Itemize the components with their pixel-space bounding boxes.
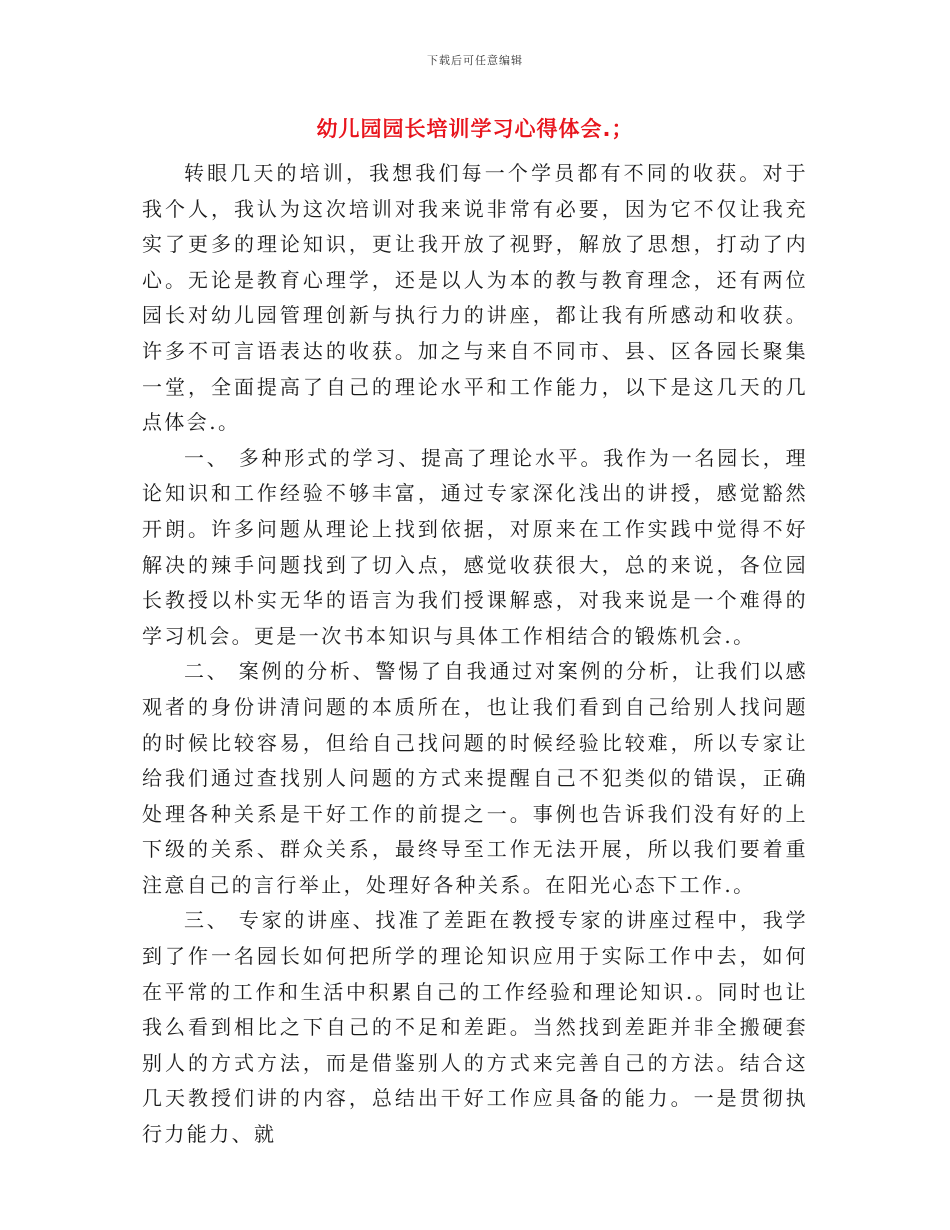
document-body bbox=[142, 156, 808, 1153]
paragraph-point-one: 一、 多种形式的学习、提高了理论水平。我作为一名园长，理论知识和工作经验不够丰富，通过专家深化浅出的讲授，感觉豁然开朗。许多问题从理论上找到依据，对原来在工作实践中觉得不好解决的辣手问题找到了切入点，感觉收获很大，总的来说，各位园长教授以朴实无华的语言为我们授课解惑，对我来说是一个难得的学习机会。更是一次书本知识与具体工作相结合的锻炼机会.。 bbox=[142, 445, 808, 648]
header-note: 下载后可任意编辑 bbox=[427, 54, 523, 67]
paragraph-point-three: 三、 专家的讲座、找准了差距在教授专家的讲座过程中，我学到了作一名园长如何把所学的理论知识应用于实际工作中去，如何在平常的工作和生活中积累自己的工作经验和理论知识.。同时也让我么看到相比之下自己的不足和差距。当然找到差距并非全搬硬套别人的方式方法，而是借鉴别人的方式来完善自己的方法。结合这几天教授们讲的内容，总结出干好工作应具备的能力。一是贯彻执行力能力、就 bbox=[142, 908, 808, 1147]
paragraph-point-two: 二、 案例的分析、警惕了自我通过对案例的分析，让我们以感观者的身份讲清问题的本质所在，也让我们看到自己给别人找问题的时候比较容易，但给自己找问题的时候经验比较难，所以专家让给我们通过查找别人问题的方式来提醒自己不犯类似的错误，正确处理各种关系是干好工作的前提之一。事例也告诉我们没有好的上下级的关系、群众关系，最终导至工作无法开展，所以我们要着重注意自己的言行举止，处理好各种关系。在阳光心态下工作.。 bbox=[142, 659, 808, 897]
document-title: 幼儿园园长培训学习心得体会.； bbox=[316, 117, 634, 141]
paragraph-intro: 转眼几天的培训，我想我们每一个学员都有不同的收获。对于我个人，我认为这次培训对我来说非常有必要，因为它不仅让我充实了更多的理论知识，更让我开放了视野，解放了思想，打动了内心。无论是教育心理学，还是以人为本的教与教育理念，还有两位园长对幼儿园管理创新与执行力的讲座，都让我有所感动和收获。许多不可言语表达的收获。加之与来自不同市、县、区各园长聚集一堂，全面提高了自己的理论水平和工作能力，以下是这几天的几点体会.。 bbox=[142, 161, 808, 435]
